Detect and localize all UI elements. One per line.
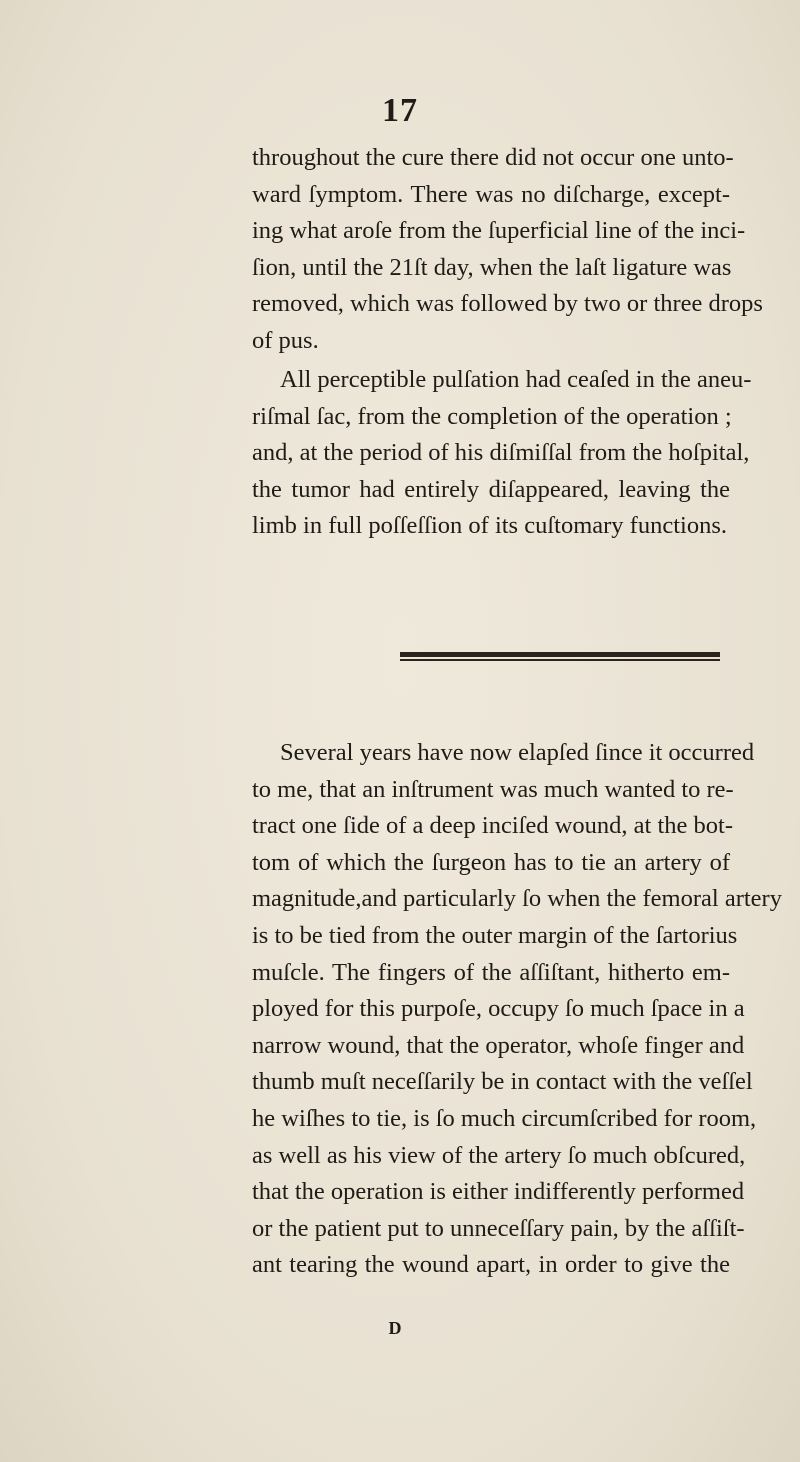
signature-mark: D bbox=[388, 1318, 402, 1338]
text-line: and, at the period of his diſmiſſal from the hoſpital, bbox=[252, 439, 750, 467]
text-line: tract one ſide of a deep inciſed wound, at the bot- bbox=[252, 812, 733, 840]
paragraph-1 bbox=[252, 140, 763, 360]
section-divider bbox=[400, 652, 720, 662]
text-line: or the patient put to unneceſſary pain, by the aſſiſt- bbox=[252, 1214, 745, 1242]
text-line: narrow wound, that the operator, whoſe finger and bbox=[252, 1031, 745, 1059]
page-number: 17 bbox=[382, 92, 418, 129]
text-line: is to be tied from the outer margin of the ſartorius bbox=[252, 921, 738, 949]
text-line: of pus. bbox=[252, 326, 319, 354]
text-line: ing what aroſe from the ſuperficial line of the inci- bbox=[252, 217, 746, 245]
text-line: riſmal ſac, from the completion of the operation ; bbox=[252, 402, 732, 430]
text-line: ployed for this purpoſe, occupy ſo much ſpace in a bbox=[252, 995, 745, 1023]
text-line: thumb muſt neceſſarily be in contact with the veſſel bbox=[252, 1068, 753, 1096]
text-line: he wiſhes to tie, is ſo much circumſcribed for room, bbox=[252, 1104, 757, 1132]
text-line: ant tearing the wound apart, in order to give the bbox=[252, 1251, 730, 1279]
text-line: the tumor had entirely diſappeared, leaving the bbox=[252, 475, 730, 503]
paragraph-3 bbox=[252, 735, 782, 1284]
text-line: removed, which was followed by two or three drops bbox=[252, 290, 763, 318]
text-line: muſcle. The fingers of the aſſiſtant, hitherto em- bbox=[252, 958, 730, 986]
text-line: as well as his view of the artery ſo much obſcured, bbox=[252, 1141, 746, 1169]
text-line: that the operation is either indifferently performed bbox=[252, 1178, 745, 1206]
text-line: magnitude,and particularly ſo when the femoral artery bbox=[252, 885, 782, 913]
text-line: to me, that an inſtrument was much wanted to re- bbox=[252, 775, 734, 803]
text-line: ſion, until the 21ſt day, when the laſt ligature was bbox=[252, 253, 732, 281]
text-line: ward ſymptom. There was no diſcharge, except- bbox=[252, 180, 730, 208]
text-line: limb in full poſſeſſion of its cuſtomary functions. bbox=[252, 512, 727, 540]
text-line: Several years have now elapſed ſince it occurred bbox=[280, 739, 755, 766]
paragraph-2 bbox=[252, 362, 752, 545]
text-line: tom of which the ſurgeon has to tie an artery of bbox=[252, 848, 730, 876]
text-line: All perceptible pulſation had ceaſed in the aneu- bbox=[280, 366, 752, 393]
text-line: throughout the cure there did not occur one unto- bbox=[252, 144, 734, 171]
